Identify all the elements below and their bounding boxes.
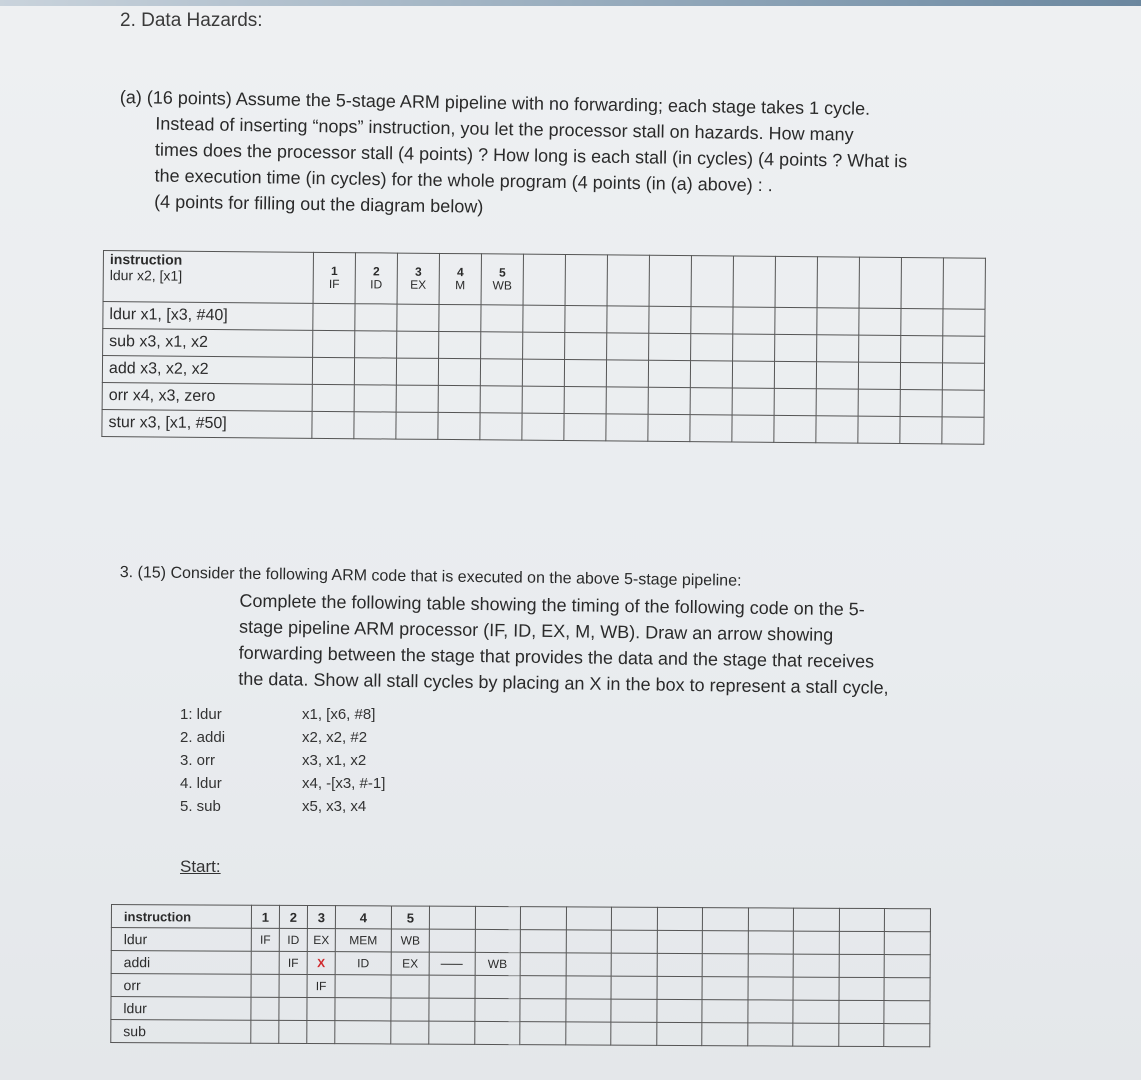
empty-cell xyxy=(691,307,733,334)
section-3-question xyxy=(118,560,890,701)
empty-cell xyxy=(520,930,566,953)
empty-cell xyxy=(793,1000,839,1023)
empty-cell xyxy=(606,360,648,387)
empty-cell xyxy=(312,384,354,411)
code-line xyxy=(180,795,385,818)
stall-mark: X xyxy=(307,952,335,975)
stage-label: IF xyxy=(328,276,340,292)
empty-cell xyxy=(702,954,748,977)
arm-code-listing xyxy=(180,703,385,818)
empty-cell xyxy=(942,390,984,417)
cycle-number xyxy=(748,908,794,931)
empty-cell xyxy=(775,307,817,334)
empty-cell xyxy=(702,1000,748,1023)
empty-cell xyxy=(859,308,901,335)
cycle-number: 2 xyxy=(279,905,307,928)
stage-cell: ID xyxy=(335,952,391,975)
empty-cell xyxy=(858,362,900,389)
empty-cell xyxy=(884,955,930,978)
empty-cell xyxy=(839,954,885,977)
instruction-label: add x3, x2, x2 xyxy=(102,356,312,385)
empty-cell xyxy=(313,303,355,330)
empty-cell xyxy=(480,359,522,386)
code-operands: x2, x2, #2 xyxy=(302,729,368,746)
empty-cell xyxy=(522,359,564,386)
empty-cell xyxy=(429,929,475,952)
stage-cell: EX xyxy=(391,952,429,975)
cycle-cell xyxy=(607,255,649,306)
empty-cell xyxy=(566,953,612,976)
cycle-cell xyxy=(691,256,733,307)
code-opcode: 5. sub xyxy=(180,798,221,815)
forwarding-dash xyxy=(441,964,463,965)
empty-cell xyxy=(611,999,657,1022)
code-opcode: 1: ldur xyxy=(180,706,222,723)
empty-cell xyxy=(732,361,774,388)
cycle-cell xyxy=(775,256,817,307)
empty-cell xyxy=(565,1022,611,1045)
empty-cell xyxy=(611,930,657,953)
empty-cell xyxy=(565,999,611,1022)
empty-cell xyxy=(438,412,480,439)
empty-cell xyxy=(251,974,279,997)
empty-cell xyxy=(747,1000,793,1023)
stage-label: WB xyxy=(492,278,512,293)
cycle-cell xyxy=(397,253,439,304)
section-2-title: 2. Data Hazards: xyxy=(120,10,263,31)
table-header-row xyxy=(103,251,985,310)
empty-cell xyxy=(251,997,279,1020)
code-opcode: 4. ldur xyxy=(180,775,222,792)
stage-cell: IF xyxy=(307,975,335,998)
empty-cell xyxy=(312,411,354,438)
empty-cell xyxy=(251,1020,279,1043)
empty-cell xyxy=(900,416,942,443)
empty-cell xyxy=(475,975,521,998)
empty-cell xyxy=(900,389,942,416)
empty-cell xyxy=(733,307,775,334)
empty-cell xyxy=(607,333,649,360)
header-label: instruction xyxy=(109,251,183,268)
stage-cell: EX xyxy=(307,929,335,952)
cycle-number: 4 xyxy=(335,906,391,929)
empty-cell xyxy=(649,333,691,360)
cycle-cell xyxy=(733,256,775,307)
empty-cell xyxy=(606,387,648,414)
empty-cell xyxy=(748,977,794,1000)
cycle-cell xyxy=(439,253,481,304)
empty-cell xyxy=(439,331,481,358)
empty-cell xyxy=(901,308,943,335)
empty-cell xyxy=(793,1023,839,1046)
empty-cell xyxy=(251,951,279,974)
empty-cell xyxy=(943,336,985,363)
empty-cell xyxy=(429,1021,475,1044)
cycle-number: 2 xyxy=(372,264,380,279)
empty-cell xyxy=(858,416,900,443)
empty-cell xyxy=(648,387,690,414)
empty-cell xyxy=(884,1024,930,1047)
cycle-number xyxy=(793,908,839,931)
empty-cell xyxy=(475,929,521,952)
empty-cell xyxy=(816,416,858,443)
cycle-cell xyxy=(313,252,355,303)
empty-cell xyxy=(307,1021,335,1044)
cycle-cell xyxy=(565,255,607,306)
cycle-number xyxy=(475,906,521,929)
section-3-line: the data. Show all stall cycles by placing an X in the box to represent a stall cycle, xyxy=(238,668,889,698)
cycle-number xyxy=(520,907,566,930)
empty-cell xyxy=(901,335,943,362)
part-a-line: (4 points for filling out the diagram below) xyxy=(154,191,484,217)
part-a-line: (a) (16 points) Assume the 5-stage ARM pipeline with no forwarding; each stage takes 1 cycle. xyxy=(119,86,871,119)
empty-cell xyxy=(566,976,612,999)
stage-cell: IF xyxy=(279,951,307,974)
stage-cell: MEM xyxy=(335,929,391,952)
code-line xyxy=(180,772,385,795)
empty-cell xyxy=(657,930,703,953)
cycle-cell xyxy=(649,255,691,306)
section-3-line: forwarding between the stage that provides the data and the stage that receives xyxy=(238,642,875,672)
cycle-number: 3 xyxy=(307,906,335,929)
cycle-cell xyxy=(943,258,985,309)
cycle-number xyxy=(839,908,885,931)
empty-cell xyxy=(335,975,391,998)
empty-cell xyxy=(438,358,480,385)
instruction-label: sub x3, x1, x2 xyxy=(103,329,313,358)
cycle-number xyxy=(566,907,612,930)
empty-cell xyxy=(522,386,564,413)
empty-cell xyxy=(839,977,885,1000)
cycle-number: 1 xyxy=(251,905,279,928)
cycle-number xyxy=(657,907,703,930)
empty-cell xyxy=(702,931,748,954)
empty-cell xyxy=(522,413,564,440)
empty-cell xyxy=(566,930,612,953)
empty-cell xyxy=(396,358,438,385)
stage-label: EX xyxy=(410,277,427,292)
part-a-line: the execution time (in cycles) for the whole program (4 points (in (a) above) : . xyxy=(154,165,773,196)
empty-cell xyxy=(564,387,606,414)
empty-cell xyxy=(279,1020,307,1043)
empty-cell xyxy=(523,332,565,359)
empty-cell xyxy=(565,306,607,333)
empty-cell xyxy=(438,385,480,412)
code-operands: x1, [x6, #8] xyxy=(302,706,376,723)
instruction-label: ldur x1, [x3, #40] xyxy=(103,302,313,331)
code-operands: x5, x3, x4 xyxy=(302,798,367,815)
empty-cell xyxy=(354,358,396,385)
empty-cell xyxy=(858,389,900,416)
code-opcode: 3. orr xyxy=(180,752,216,769)
stage-label: ID xyxy=(370,277,383,292)
empty-cell xyxy=(733,334,775,361)
empty-cell xyxy=(606,414,648,441)
empty-cell xyxy=(900,362,942,389)
section-3-line: Complete the following table showing the timing of the following code on the 5- xyxy=(239,590,865,620)
part-a-question xyxy=(118,84,908,226)
cycle-number: 1 xyxy=(330,263,338,279)
empty-cell xyxy=(429,975,475,998)
empty-cell xyxy=(648,360,690,387)
empty-cell xyxy=(397,331,439,358)
empty-cell xyxy=(748,931,794,954)
empty-cell xyxy=(702,977,748,1000)
empty-cell xyxy=(793,977,839,1000)
empty-cell xyxy=(312,357,354,384)
instruction-label: orr x4, x3, zero xyxy=(102,382,312,411)
section-3-line: stage pipeline ARM processor (IF, ID, EX, M, WB). Draw an arrow showing xyxy=(238,616,834,645)
empty-cell xyxy=(481,305,523,332)
empty-cell xyxy=(523,305,565,332)
empty-cell xyxy=(816,362,858,389)
empty-cell xyxy=(397,304,439,331)
stage-cell: ID xyxy=(279,928,307,951)
cycle-cell xyxy=(481,254,523,305)
code-operands: x4, -[x3, #-1] xyxy=(302,775,386,792)
empty-cell xyxy=(481,332,523,359)
empty-cell xyxy=(793,931,839,954)
code-line xyxy=(180,726,385,749)
empty-cell xyxy=(732,415,774,442)
empty-cell xyxy=(657,953,703,976)
instruction-label: sub xyxy=(111,1020,251,1044)
empty-cell xyxy=(564,414,606,441)
empty-cell xyxy=(429,952,475,975)
cycle-cell xyxy=(523,254,565,305)
empty-cell xyxy=(391,1021,429,1044)
empty-cell xyxy=(859,335,901,362)
empty-cell xyxy=(690,388,732,415)
empty-cell xyxy=(774,388,816,415)
empty-cell xyxy=(355,331,397,358)
cycle-number xyxy=(611,907,657,930)
cycle-number: 5 xyxy=(498,265,506,280)
empty-cell xyxy=(607,306,649,333)
empty-cell xyxy=(429,998,475,1021)
empty-cell xyxy=(354,412,396,439)
instruction-label: ldur x2, [x1] xyxy=(109,267,183,284)
section-3-heading: 3. (15) Consider the following ARM code that is executed on the above 5-stage pipeline: xyxy=(119,563,742,590)
empty-cell xyxy=(775,334,817,361)
empty-cell xyxy=(307,998,335,1021)
empty-cell xyxy=(943,309,985,336)
instruction-label: stur x3, [x1, #50] xyxy=(102,409,312,438)
empty-cell xyxy=(690,361,732,388)
cycle-number: 3 xyxy=(414,264,422,279)
code-line xyxy=(180,703,385,726)
empty-cell xyxy=(702,1023,748,1046)
instruction-label: orr xyxy=(111,974,251,998)
empty-cell xyxy=(838,1000,884,1023)
empty-cell xyxy=(817,335,859,362)
cycle-cell xyxy=(355,253,397,304)
empty-cell xyxy=(396,412,438,439)
empty-cell xyxy=(732,388,774,415)
cycle-cell xyxy=(817,257,859,308)
empty-cell xyxy=(354,385,396,412)
instruction-label: ldur xyxy=(111,997,251,1021)
empty-cell xyxy=(884,978,930,1001)
empty-cell xyxy=(520,953,566,976)
empty-cell xyxy=(564,360,606,387)
empty-cell xyxy=(838,1023,884,1046)
instruction-label: addi xyxy=(111,951,251,975)
empty-cell xyxy=(611,953,657,976)
cycle-number: 5 xyxy=(391,906,429,929)
cycle-number xyxy=(884,909,930,932)
empty-cell xyxy=(439,304,481,331)
empty-cell xyxy=(942,417,984,444)
part-a-line: Instead of inserting “nops” instruction, you let the processor stall on hazards. How many xyxy=(155,113,854,145)
empty-cell xyxy=(391,998,429,1021)
empty-cell xyxy=(656,999,702,1022)
empty-cell xyxy=(942,363,984,390)
empty-cell xyxy=(817,308,859,335)
empty-cell xyxy=(565,333,607,360)
empty-cell xyxy=(691,334,733,361)
empty-cell xyxy=(474,998,520,1021)
start-label: Start: xyxy=(180,857,221,876)
stage-label: M xyxy=(455,278,466,293)
instruction-column-header xyxy=(103,251,313,304)
cycle-cell xyxy=(859,257,901,308)
cycle-number: 4 xyxy=(456,265,464,280)
empty-cell xyxy=(391,975,429,998)
empty-cell xyxy=(480,386,522,413)
empty-cell xyxy=(839,931,885,954)
empty-cell xyxy=(884,932,930,955)
code-line xyxy=(180,749,385,772)
stage-cell: IF xyxy=(251,928,279,951)
empty-cell xyxy=(313,330,355,357)
empty-cell xyxy=(279,997,307,1020)
empty-cell xyxy=(747,1023,793,1046)
part-a-line: times does the processor stall (4 points) ? How long is each stall (in cycles) (4 points ? What is xyxy=(154,139,908,172)
table-row xyxy=(111,1020,930,1047)
empty-cell xyxy=(520,976,566,999)
empty-cell xyxy=(774,361,816,388)
window-top-edge xyxy=(0,0,1141,6)
empty-cell xyxy=(648,414,690,441)
empty-cell xyxy=(793,954,839,977)
empty-cell xyxy=(335,998,391,1021)
empty-cell xyxy=(520,999,566,1022)
empty-cell xyxy=(690,415,732,442)
stage-cell: WB xyxy=(475,952,521,975)
empty-cell xyxy=(649,306,691,333)
code-operands: x3, x1, x2 xyxy=(302,752,367,769)
cycle-number xyxy=(429,906,475,929)
empty-cell xyxy=(355,304,397,331)
empty-cell xyxy=(748,954,794,977)
instruction-column-header: instruction xyxy=(111,905,251,929)
instruction-label: ldur xyxy=(111,928,251,952)
code-opcode: 2. addi xyxy=(180,729,226,746)
cycle-cell xyxy=(901,257,943,308)
empty-cell xyxy=(656,1022,702,1045)
empty-cell xyxy=(816,389,858,416)
empty-cell xyxy=(774,415,816,442)
empty-cell xyxy=(884,1001,930,1024)
empty-cell xyxy=(480,413,522,440)
empty-cell xyxy=(611,976,657,999)
empty-cell xyxy=(474,1021,520,1044)
pipeline-table-3 xyxy=(110,904,930,1047)
cycle-number xyxy=(702,908,748,931)
empty-cell xyxy=(520,1022,566,1045)
empty-cell xyxy=(396,385,438,412)
pipeline-table-2a xyxy=(101,250,986,445)
empty-cell xyxy=(611,1022,657,1045)
stage-cell: WB xyxy=(391,929,429,952)
empty-cell xyxy=(279,974,307,997)
empty-cell xyxy=(657,976,703,999)
empty-cell xyxy=(335,1021,391,1044)
